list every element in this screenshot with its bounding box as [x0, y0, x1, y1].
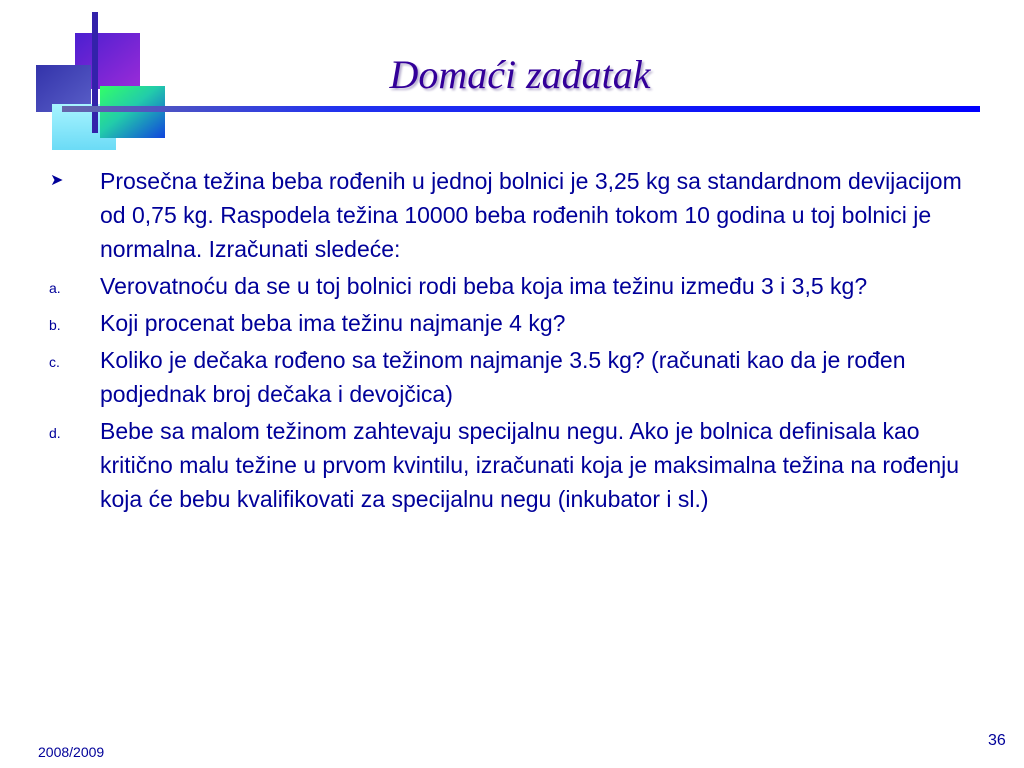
list-marker: b. — [49, 317, 61, 333]
slide-title: Domaći zadatak — [389, 52, 651, 97]
intro-paragraph — [0, 164, 980, 266]
intro-text: Prosečna težina beba rođenih u jednoj bolnici je 3,25 kg sa standardnom devijacijom od 0,75 kg. Raspodela težina 10000 beba rođenih tokom 10 godina u toj bolnici je normalna. Izračunati sledeće: — [100, 168, 962, 262]
list-marker: a. — [49, 280, 61, 296]
list-item — [0, 414, 980, 516]
page-number: 36 — [988, 732, 1006, 749]
list-marker: c. — [49, 354, 60, 370]
list-marker: d. — [49, 425, 61, 441]
list-item — [0, 306, 980, 340]
list-item-text: Koliko je dečaka rođeno sa težinom najmanje 3.5 kg? (računati kao da je rođen podjednak broj dečaka i devojčica) — [100, 347, 906, 407]
footer-date: 2008/2009 — [38, 744, 105, 760]
list-item — [0, 343, 980, 411]
list-item-text: Koji procenat beba ima težinu najmanje 4 kg? — [100, 310, 566, 336]
slide-body — [0, 164, 1024, 519]
arrow-bullet-icon: ➤ — [50, 172, 64, 189]
list-item-text: Bebe sa malom težinom zahtevaju specijalnu negu. Ako je bolnica definisala kao kritično malu težine u prvom kvintilu, izračunati koja je maksimalna težina na rođenju koja će bebu kvalifikovati za specijalnu negu (inkubator i sl.) — [100, 418, 960, 512]
title-rule — [62, 106, 980, 112]
list-item-text: Verovatnoću da se u toj bolnici rodi beba koja ima težinu između 3 i 3,5 kg? — [100, 273, 868, 299]
list-item — [0, 269, 980, 303]
decor-vertical-bar — [92, 12, 98, 133]
